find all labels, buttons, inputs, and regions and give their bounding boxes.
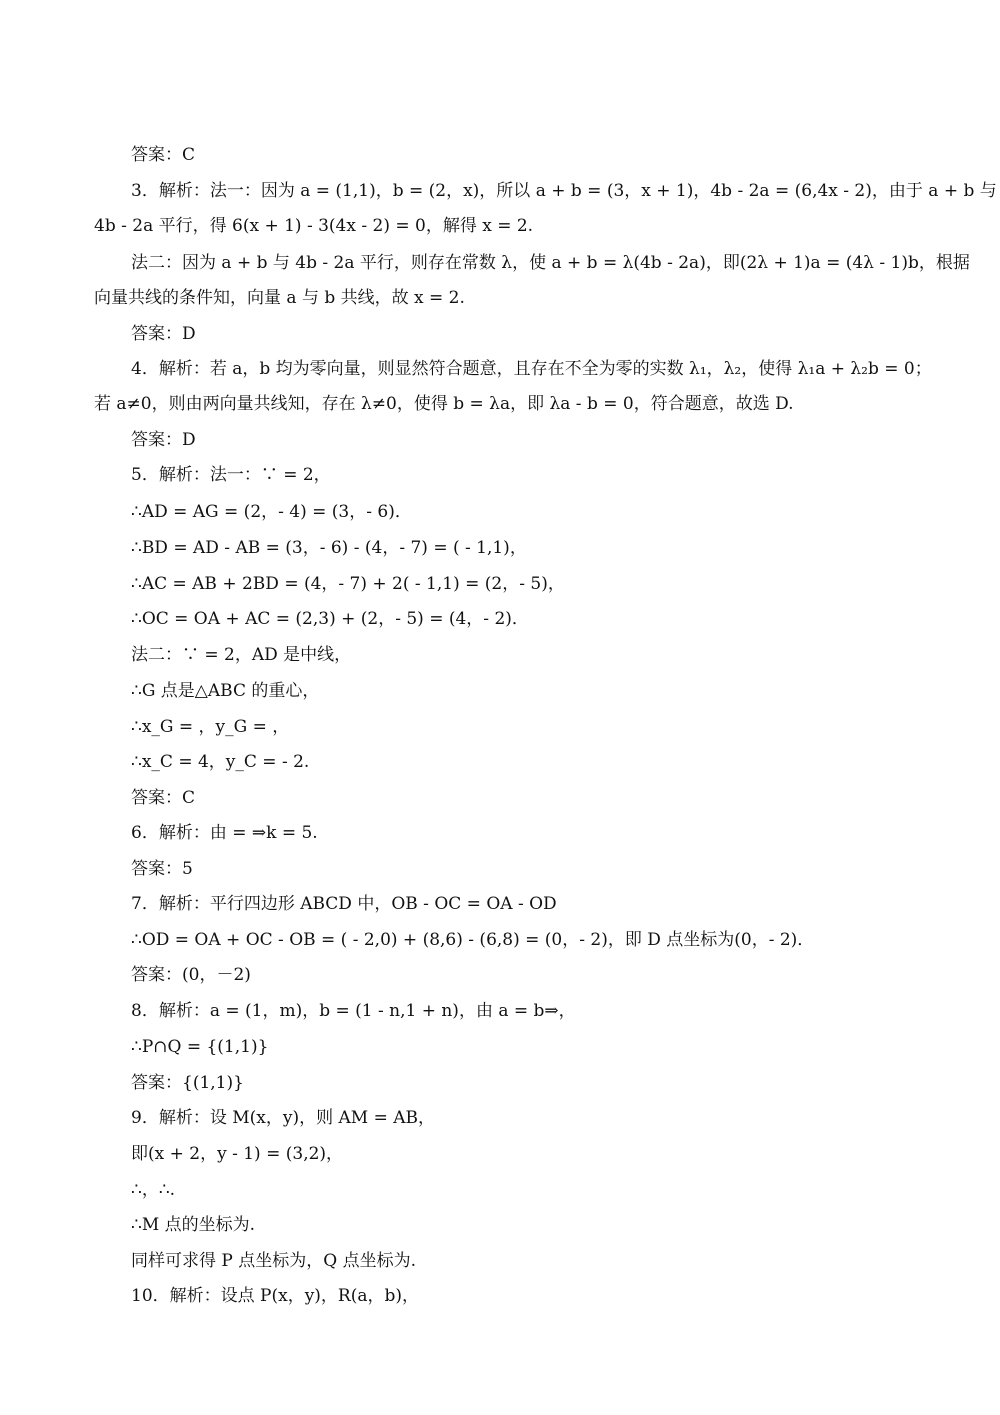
solution-9-line-1: 9．解析：设 M(x，y)，则 AM = AB， <box>131 1108 435 1128</box>
answer-line: 答案：D <box>131 430 196 450</box>
solution-5-method2-line-3: ∴x_G = ，y_G = ， <box>131 717 290 737</box>
answer-line: 答案：(0，－2) <box>131 965 251 985</box>
solution-5-line-4: ∴AC = AB + 2BD = (4，- 7) + 2( - 1,1) = (2，- 5)， <box>131 574 565 594</box>
solution-6-line: 6．解析：由 = ⇒k = 5. <box>131 823 318 843</box>
solution-5-line-2: ∴AD = AG = (2，- 4) = (3，- 6)． <box>131 502 412 522</box>
solution-5-line-5: ∴OC = OA + AC = (2,3) + (2，- 5) = (4，- 2)． <box>131 609 529 629</box>
solution-9-line-3: ∴，∴. <box>131 1180 176 1200</box>
solution-3-line-1: 3．解析：法一：因为 a = (1,1)，b = (2，x)，所以 a + b = (3，x + 1)，4b - 2a = (6,4x - 2)，由于 a + b 与 <box>131 181 997 201</box>
solution-9-line-4: ∴M 点的坐标为. <box>131 1215 256 1235</box>
solution-3-line-2: 4b - 2a 平行，得 6(x + 1) - 3(4x - 2) = 0，解得 x = 2. <box>94 216 534 236</box>
solution-9-line-5: 同样可求得 P 点坐标为，Q 点坐标为. <box>131 1251 416 1271</box>
solution-4-line-1: 4．解析：若 a，b 均为零向量，则显然符合题意，且存在不全为零的实数 λ₁，λ₂，使得 λ₁a + λ₂b = 0； <box>131 359 932 379</box>
solution-3-method2-line-2: 向量共线的条件知，向量 a 与 b 共线，故 x = 2. <box>94 288 465 308</box>
answer-line: 答案：D <box>131 324 196 344</box>
solution-8-line-2: ∴P∩Q = {(1,1)} <box>131 1037 269 1057</box>
solution-5-line-1: 5．解析：法一：∵ = 2， <box>131 465 331 485</box>
solution-9-line-2: 即(x + 2，y - 1) = (3,2)， <box>131 1144 344 1164</box>
solution-5-method2-line-1: 法二：∵ = 2，AD 是中线， <box>131 645 352 665</box>
answer-line: 答案：C <box>131 145 196 165</box>
solution-7-line-1: 7．解析：平行四边形 ABCD 中，OB - OC = OA - OD <box>131 894 557 914</box>
solution-3-method2-line-1: 法二：因为 a + b 与 4b - 2a 平行，则存在常数 λ，使 a + b = λ(4b - 2a)，即(2λ + 1)a = (4λ - 1)b，根据 <box>131 253 970 273</box>
answer-line: 答案：{(1,1)} <box>131 1073 244 1093</box>
solution-4-line-2: 若 a≠0，则由两向量共线知，存在 λ≠0，使得 b = λa，即 λa - b = 0，符合题意，故选 D. <box>94 394 794 414</box>
answer-line: 答案：5 <box>131 859 193 879</box>
solution-7-line-2: ∴OD = OA + OC - OB = ( - 2,0) + (8,6) - (6,8) = (0，- 2)，即 D 点坐标为(0，- 2)． <box>131 930 815 950</box>
solution-5-method2-line-4: ∴x_C = 4，y_C = - 2. <box>131 752 310 772</box>
solution-8-line-1: 8．解析：a = (1，m)，b = (1 - n,1 + n)，由 a = b⇒， <box>131 1001 576 1021</box>
answer-line: 答案：C <box>131 788 196 808</box>
solution-10-line-1: 10．解析：设点 P(x，y)，R(a，b)， <box>131 1286 420 1306</box>
solution-5-line-3: ∴BD = AD - AB = (3，- 6) - (4，- 7) = ( - 1,1)， <box>131 538 527 558</box>
solution-5-method2-line-2: ∴G 点是△ABC 的重心， <box>131 681 320 701</box>
